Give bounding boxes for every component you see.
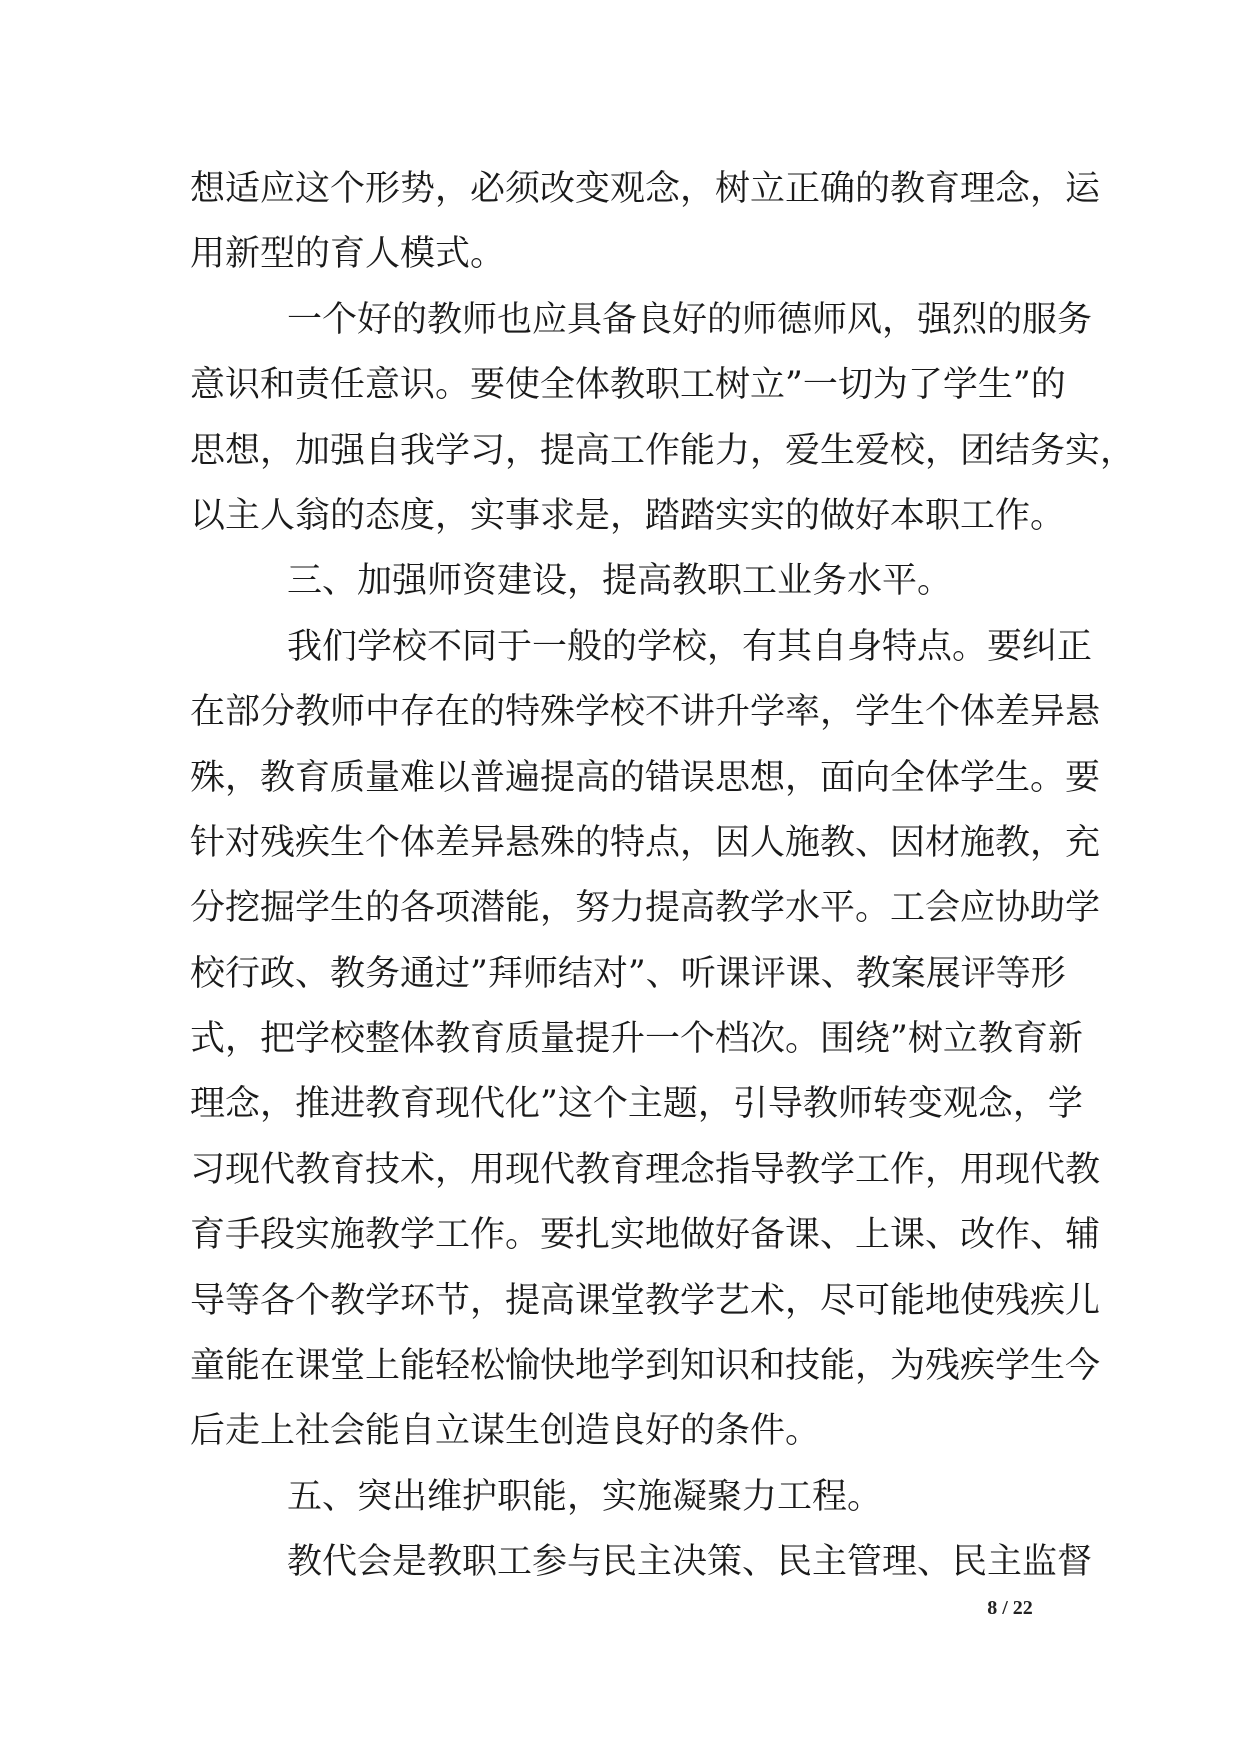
paragraph-first-line: 一个好的教师也应具备良好的师德师风，强烈的服务 — [287, 299, 1093, 340]
text-line: 导等各个教学环节，提高课堂教学艺术，尽可能地使残疾儿 — [190, 1280, 1101, 1321]
text-line: 理念，推进教育现代化”这个主题，引导教师转变观念，学 — [190, 1084, 1083, 1125]
paragraph-first-line: 我们学校不同于一般的学校，有其自身特点。要纠正 — [287, 626, 1093, 667]
text-line: 用新型的育人模式。 — [190, 234, 506, 275]
text-line: 校行政、教务通过”拜师结对”、听课评课、教案展评等形 — [190, 953, 1066, 994]
page-number: 8 / 22 — [987, 1597, 1033, 1619]
text-line: 意识和责任意识。要使全体教职工树立”一切为了学生”的 — [190, 365, 1066, 406]
text-line: 思想，加强自我学习，提高工作能力，爱生爱校，团结务实， — [190, 430, 1136, 471]
text-line: 式，把学校整体教育质量提升一个档次。围绕”树立教育新 — [190, 1019, 1083, 1060]
text-line: 殊，教育质量难以普遍提高的错误思想，面向全体学生。要 — [190, 757, 1101, 798]
text-line: 习现代教育技术，用现代教育理念指导教学工作，用现代教 — [190, 1149, 1101, 1190]
text-line: 以主人翁的态度，实事求是，踏踏实实的做好本职工作。 — [190, 495, 1066, 536]
text-line: 分挖掘学生的各项潜能，努力提高教学水平。工会应协助学 — [190, 888, 1101, 929]
section-heading: 三、加强师资建设，提高教职工业务水平。 — [287, 561, 953, 602]
text-line: 在部分教师中存在的特殊学校不讲升学率，学生个体差异悬 — [190, 692, 1101, 733]
text-line: 想适应这个形势，必须改变观念，树立正确的教育理念，运 — [190, 169, 1101, 209]
text-line: 针对残疾生个体差异悬殊的特点，因人施教、因材施教，充 — [190, 822, 1101, 863]
paragraph-first-line: 教代会是教职工参与民主决策、民主管理、民主监督 — [287, 1542, 1093, 1583]
text-line: 后走上社会能自立谋生创造良好的条件。 — [190, 1411, 821, 1452]
section-heading: 五、突出维护职能，实施凝聚力工程。 — [287, 1476, 883, 1517]
body-text — [190, 157, 1136, 1596]
text-line: 育手段实施教学工作。要扎实地做好备课、上课、改作、辅 — [190, 1215, 1101, 1256]
text-line: 童能在课堂上能轻松愉快地学到知识和技能，为残疾学生今 — [190, 1346, 1101, 1387]
